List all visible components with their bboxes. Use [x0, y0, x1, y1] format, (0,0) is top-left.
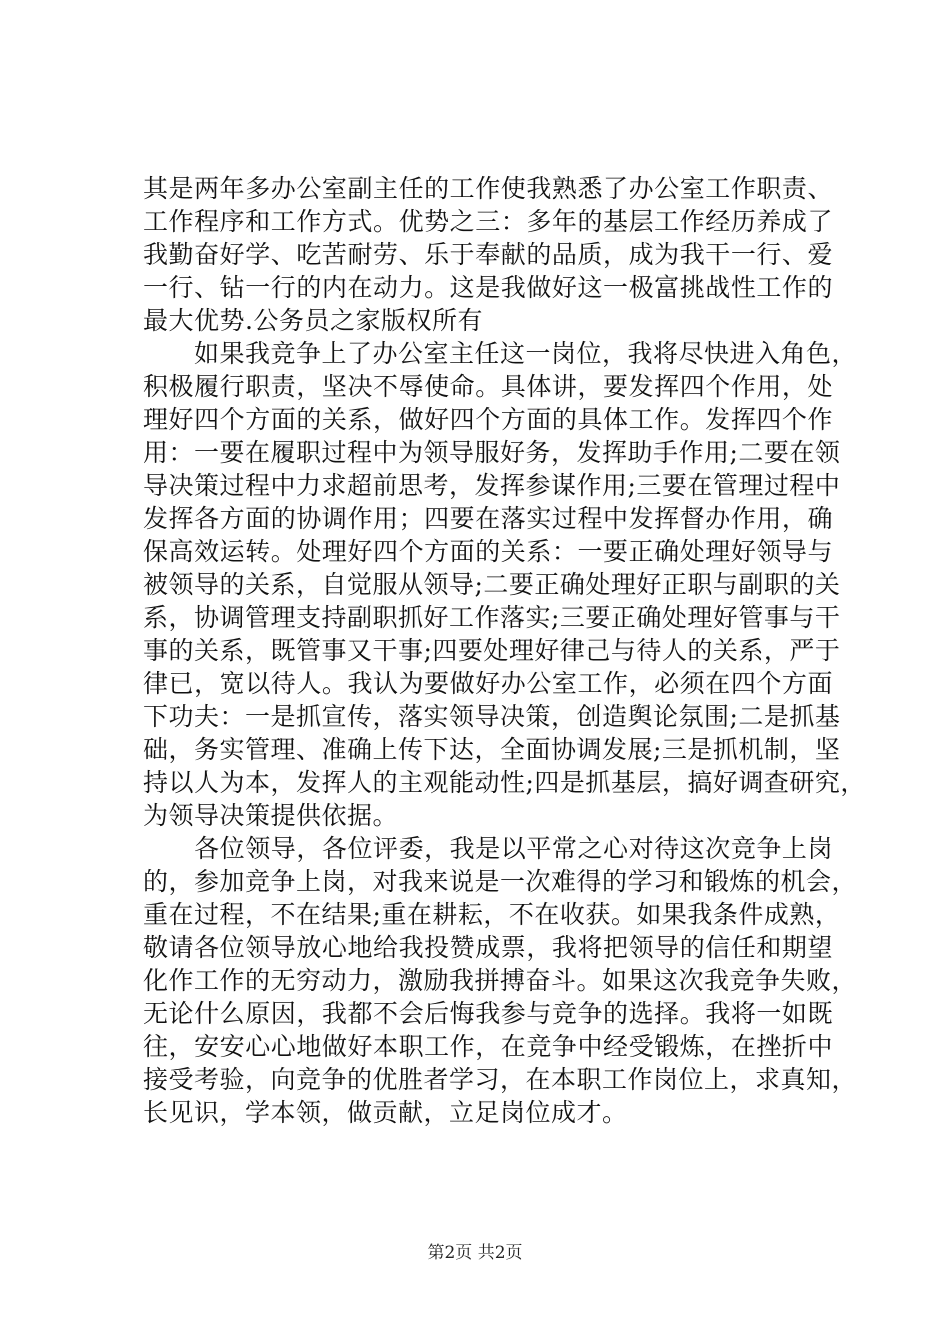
text-line: 积极履行职责，坚决不辱使命。具体讲，要发挥四个作用，处 [143, 372, 833, 401]
text-line: 础，务实管理、准确上传下达，全面协调发展;三是抓机制，坚 [143, 735, 841, 764]
text-line: 理好四个方面的关系，做好四个方面的具体工作。发挥四个作 [143, 405, 833, 434]
text-line: 事的关系，既管事又干事;四要处理好律己与待人的关系，严于 [143, 636, 841, 665]
body-text [143, 172, 866, 1129]
text-line: 的，参加竞争上岗，对我来说是一次难得的学习和锻炼的机会， [143, 867, 858, 896]
text-line: 导决策过程中力求超前思考，发挥参谋作用;三要在管理过程中 [143, 471, 841, 500]
text-line: 工作程序和工作方式。优势之三：多年的基层工作经历养成了 [143, 207, 833, 236]
text-line: 如果我竞争上了办公室主任这一岗位，我将尽快进入角色， [143, 339, 858, 368]
text-line: 长见识，学本领，做贡献，立足岗位成才。 [143, 1098, 628, 1127]
text-line: 化作工作的无穷动力，激励我拼搏奋斗。如果这次我竞争失败， [143, 966, 858, 995]
text-line: 我勤奋好学、吃苦耐劳、乐于奉献的品质，成为我干一行、爱 [143, 240, 833, 269]
text-line: 系，协调管理支持副职抓好工作落实;三要正确处理好管事与干 [143, 603, 841, 632]
text-line: 为领导决策提供依据。 [143, 801, 399, 830]
text-line: 敬请各位领导放心地给我投赞成票，我将把领导的信任和期望 [143, 933, 833, 962]
text-line: 律已，宽以待人。我认为要做好办公室工作，必须在四个方面 [143, 669, 833, 698]
text-line: 接受考验，向竞争的优胜者学习，在本职工作岗位上，求真知， [143, 1065, 858, 1094]
text-line: 各位领导，各位评委，我是以平常之心对待这次竞争上岗 [143, 834, 833, 863]
text-line: 保高效运转。处理好四个方面的关系：一要正确处理好领导与 [143, 537, 833, 566]
text-line: 发挥各方面的协调作用；四要在落实过程中发挥督办作用，确 [143, 504, 833, 533]
text-line: 其是两年多办公室副主任的工作使我熟悉了办公室工作职责、 [143, 174, 833, 203]
page-number-footer: 第2页 共2页 [427, 1243, 523, 1263]
text-line: 用：一要在履职过程中为领导服好务，发挥助手作用;二要在领 [143, 438, 841, 467]
text-line: 下功夫：一是抓宣传，落实领导决策，创造舆论氛围;二是抓基 [143, 702, 841, 731]
text-line: 最大优势.公务员之家版权所有 [143, 306, 483, 335]
text-line: 无论什么原因，我都不会后悔我参与竞争的选择。我将一如既 [143, 999, 833, 1028]
text-line: 往，安安心心地做好本职工作，在竞争中经受锻炼，在挫折中 [143, 1032, 833, 1061]
text-line: 重在过程，不在结果;重在耕耘，不在收获。如果我条件成熟， [143, 900, 841, 929]
text-line: 持以人为本，发挥人的主观能动性;四是抓基层，搞好调查研究， [143, 768, 866, 797]
text-line: 被领导的关系，自觉服从领导;二要正确处理好正职与副职的关 [143, 570, 841, 599]
text-line: 一行、钻一行的内在动力。这是我做好这一极富挑战性工作的 [143, 273, 833, 302]
